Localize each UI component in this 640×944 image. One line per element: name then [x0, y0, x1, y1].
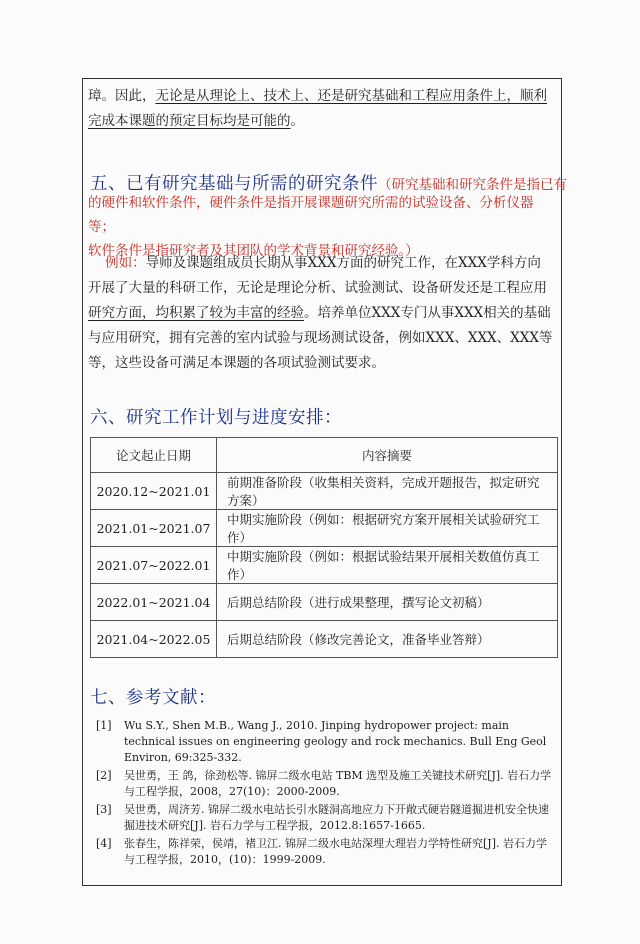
- intro-paragraph: [88, 84, 556, 134]
- column-header-date: 论文起止日期: [91, 438, 217, 473]
- section5-note-line3: 软件条件是指研究者及其团队的学术背景和研究经验。）: [88, 243, 419, 259]
- reference-item: [96, 836, 556, 868]
- row-summary: 中期实施阶段（例如：根据研究方案开展相关试验研究工作）: [217, 510, 558, 547]
- row-date: 2021.01~2021.07: [91, 510, 217, 547]
- reference-number: [1]: [96, 719, 112, 732]
- row-date: 2021.04~2022.05: [91, 621, 217, 658]
- table-row: [91, 510, 558, 547]
- section6-heading: 六、研究工作计划与进度安排：: [90, 408, 342, 428]
- reference-text: 吴世勇，周济芳. 锦屏二级水电站长引水隧洞高地应力下开敞式硬岩隧道掘进机安全快速掘进技术研究[J]. 岩石力学与工程学报，2012.8:1657-1665.: [124, 803, 549, 832]
- reference-item: [96, 718, 556, 766]
- row-summary: 前期准备阶段（收集相关资料，完成开题报告，拟定研究方案）: [217, 473, 558, 510]
- table-row: [91, 547, 558, 584]
- row-summary: 中期实施阶段（例如：根据试验结果开展相关数值仿真工作）: [217, 547, 558, 584]
- intro-line2-underlined: 完成本课题的预定目标均是可能的: [88, 113, 291, 129]
- example-paragraph: [88, 251, 556, 376]
- intro-line1-prefix: 璋。因此，: [88, 88, 156, 104]
- section5-note-line1: （研究基础和研究条件是指已有: [378, 177, 567, 193]
- row-date: 2020.12~2021.01: [91, 473, 217, 510]
- example-line2: 开展了大量的科研工作，无论是理论分析、试验测试、设备研发还是工程应用: [88, 280, 547, 296]
- reference-item: [96, 768, 556, 800]
- reference-number: [2]: [96, 769, 112, 782]
- example-prefix: 例如：: [105, 255, 146, 271]
- reference-number: [4]: [96, 837, 112, 850]
- table-header-row: [91, 438, 558, 473]
- reference-list: [96, 718, 556, 870]
- section5-note-line2: 的硬件和软件条件，硬件条件是指开展课题研究所需的试验设备、分析仪器等；: [88, 195, 534, 235]
- reference-number: [3]: [96, 803, 112, 816]
- intro-line1-underlined: 无论是从理论上、技术上、还是研究基础和工程应用条件上，顺利: [155, 88, 547, 104]
- table-row: [91, 473, 558, 510]
- reference-text: 张春生，陈祥荣，侯靖，褚卫江. 锦屏二级水电站深埋大理岩力学特性研究[J]. 岩石力学与工程学报，2010，(10)：1999-2009.: [124, 837, 547, 866]
- reference-text: 吴世勇，王 鸽，徐劲松等. 锦屏二级水电站 TBM 选型及施工关键技术研究[J]. 岩石力学与工程学报，2008，27(10)：2000-2009.: [124, 769, 552, 798]
- row-summary: 后期总结阶段（进行成果整理，撰写论文初稿）: [217, 584, 558, 621]
- schedule-table: [90, 437, 558, 658]
- table-row: [91, 584, 558, 621]
- example-line5: 等，这些设备可满足本课题的各项试验测试要求。: [88, 355, 385, 371]
- row-date: 2022.01~2021.04: [91, 584, 217, 621]
- example-line3-rest: 。培养单位XXX专门从事XXX相关的基础: [304, 305, 551, 321]
- section5-title: 五、已有研究基础与所需的研究条件: [90, 174, 378, 194]
- row-date: 2021.07~2022.01: [91, 547, 217, 584]
- example-line1: 导师及课题组成员长期从事XXX方面的研究工作，在XXX学科方向: [145, 255, 541, 271]
- column-header-summary: 内容摘要: [217, 438, 558, 473]
- intro-line2-suffix: 。: [290, 113, 304, 129]
- section7-heading: 七、参考文献：: [90, 688, 216, 708]
- row-summary: 后期总结阶段（修改完善论文，准备毕业答辩）: [217, 621, 558, 658]
- example-line4: 与应用研究，拥有完善的室内试验与现场测试设备，例如XXX、XXX、XXX等: [88, 330, 553, 346]
- reference-item: [96, 802, 556, 834]
- table-row: [91, 621, 558, 658]
- example-line3-underlined: 研究方面，均积累了较为丰富的经验: [88, 305, 304, 321]
- reference-text: Wu S.Y., Shen M.B., Wang J., 2010. Jinping hydropower project: main technical issues on engineering geology and rock mechanics. Bull Eng Geol Environ, 69:325-332.: [124, 719, 547, 764]
